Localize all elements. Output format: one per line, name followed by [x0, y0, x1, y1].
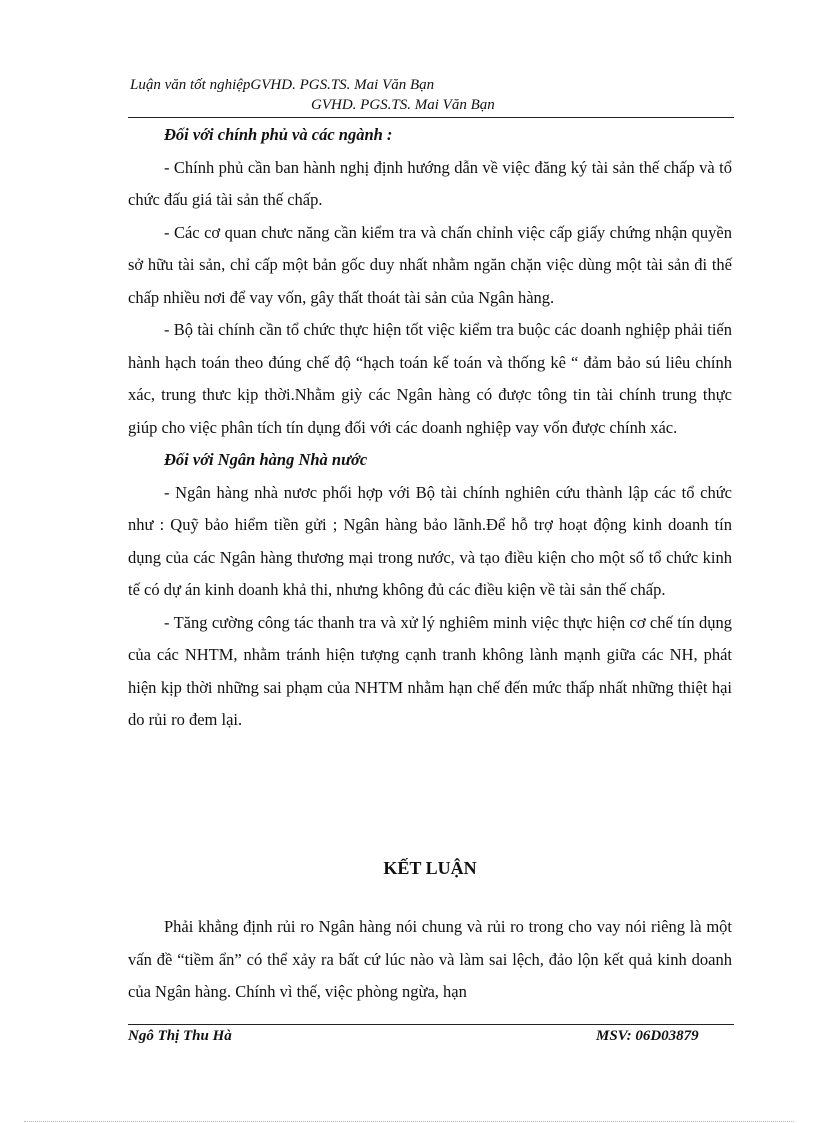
paragraph: - Chính phủ cần ban hành nghị định hướng dẫn về việc đăng ký tài sản thế chấp và tổ chức đấu giá tài sản thế chấp. [128, 157, 732, 209]
header-line-1: Luận văn tốt nghiệpGVHD. PGS.TS. Mai Văn Bạn [130, 77, 435, 93]
header-line-2: GVHD. PGS.TS. Mai Văn Bạn [311, 97, 495, 113]
footer-student-id: MSV: 06D03879 [596, 1028, 699, 1044]
section-heading-government: Đối với chính phủ và các ngành : [164, 125, 393, 144]
paragraph: - Tăng cường công tác thanh tra và xử lý nghiêm minh việc thực hiện cơ chế tín dụng của các NHTM, nhằm tránh hiện tượng cạnh tranh không lành mạnh giữa các NH, phát hiện kịp thời những sai phạm của NHTM nhằm hạn chế đến mức thấp nhất những thiệt hại do rủi ro đem lại. [128, 612, 732, 729]
conclusion-body [128, 911, 732, 1009]
section-heading-state-bank: Đối với Ngân hàng Nhà nước [164, 450, 368, 469]
paragraph: - Ngân hàng nhà nươc phối hợp với Bộ tài chính nghiên cứu thành lập các tổ chức như : Quỹ bảo hiểm tiền gửi ; Ngân hàng bảo lãnh.Để hỗ trợ hoạt động kinh doanh tín dụng của các Ngân hàng thương mại trong nước, và tạo điều kiện cho một số tổ chức kinh tế có dự án kinh doanh khả thi, nhưng không đủ các điều kiện về tài sản thế chấp. [128, 482, 732, 599]
footer-rule [128, 1024, 734, 1025]
conclusion-title: KẾT LUẬN [383, 858, 477, 878]
body-text [128, 119, 732, 737]
paragraph: - Các cơ quan chưc năng cần kiểm tra và chấn chỉnh việc cấp giấy chứng nhận quyền sở hữu tài sản, chỉ cấp một bản gốc duy nhất nhằm ngăn chặn việc dùng một tài sản đi thế chấp nhiều nơi để vay vốn, gây thất thoát tài sản của Ngân hàng. [128, 222, 732, 307]
header-rule [128, 117, 734, 118]
page-boundary-dotted [24, 1121, 794, 1122]
footer-author: Ngô Thị Thu Hà [128, 1028, 232, 1044]
paragraph: Phải khẳng định rủi ro Ngân hàng nói chung và rủi ro trong cho vay nói riêng là một vấn đề “tiềm ẩn” có thể xảy ra bất cứ lúc nào và làm sai lệch, đảo lộn kết quả kinh doanh của Ngân hàng. Chính vì thế, việc phòng ngừa, hạn [128, 917, 732, 1001]
paragraph: - Bộ tài chính cần tổ chức thực hiện tốt việc kiểm tra buộc các doanh nghiệp phải tiến hành hạch toán theo đúng chế độ “hạch toán kế toán và thống kê “ đảm bảo sú liêu chính xác, trung thưc kịp thời.Nhằm giỳ các Ngân hàng có được tông tin tài chính trung thực giúp cho việc phân tích tín dụng đối với các doanh nghiệp vay vốn được chính xác. [128, 320, 732, 437]
